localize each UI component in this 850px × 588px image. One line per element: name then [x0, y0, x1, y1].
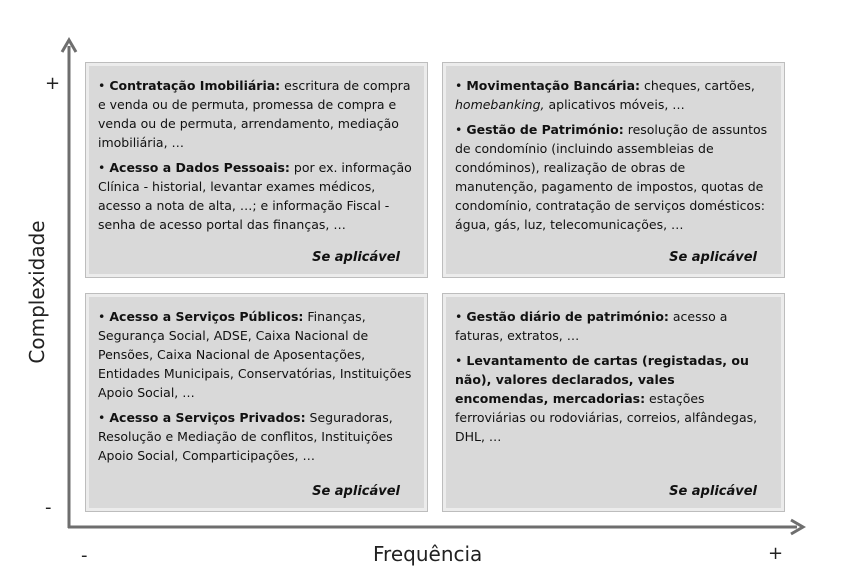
item-title: Gestão de Património: — [466, 122, 624, 137]
list-item: • Acesso a Serviços Públicos: Finanças, Segurança Social, ADSE, Caixa Nacional de Pensões, Caixa Nacional de Aposentações, Entidades Municipais, Conservatórias, Instituições Apoio Social, … — [98, 309, 412, 400]
item-title: Contratação Imobiliária: — [109, 78, 281, 93]
x-axis-high-sign: + — [768, 543, 784, 564]
x-axis-low-sign: - — [81, 545, 88, 566]
item-title: Acesso a Dados Pessoais: — [109, 160, 290, 175]
list-item: • Acesso a Dados Pessoais: por ex. informação Clínica - historial, levantar exames médicos, acesso a nota de alta, …; e informação Fiscal - senha de acesso portal das finanças, … — [98, 160, 412, 232]
if-applicable-label: Se aplicável — [312, 250, 400, 265]
item-italic-text: homebanking, — [455, 97, 545, 112]
list-item: • Gestão de Património: resolução de assuntos de condomínio (incluindo assembleias de condóminos), realização de obras de manutenção, pagamento de impostos, quotas de condomínio, contratação de serviços domésticos: água, gás, luz, telecomunicações, … — [455, 122, 768, 232]
list-item: • Acesso a Serviços Privados: Seguradoras, Resolução e Mediação de conflitos, Instituições Apoio Social, Comparticipações, … — [98, 410, 393, 463]
item-title: Movimentação Bancária: — [466, 78, 641, 93]
item-text: Finanças, Segurança Social, ADSE, Caixa Nacional de Pensões, Caixa Nacional de Aposentações, Entidades Municipais, Conservatórias, Instituições Apoio Social, … — [98, 309, 412, 400]
item-title: Acesso a Serviços Públicos: — [109, 309, 304, 324]
quadrant-bottom-right — [443, 294, 784, 511]
y-axis-label: Complexidade — [25, 220, 49, 364]
item-text: estações ferroviárias ou rodoviárias, correios, alfândegas, DHL, … — [455, 391, 758, 444]
list-item: • Levantamento de cartas (registadas, ou não), valores declarados, vales encomendas, mercadorias: estações ferroviárias ou rodoviárias, correios, alfândegas, DHL, … — [455, 353, 758, 444]
if-applicable-label: Se aplicável — [669, 484, 757, 499]
item-text-continued: aplicativos móveis, … — [544, 97, 685, 112]
item-title: Gestão diário de património: — [466, 309, 669, 324]
item-text: resolução de assuntos de condomínio (incluindo assembleias de condóminos), realização de obras de manutenção, pagamento de impostos, quotas de condomínio, contratação de serviços domésticos: água, gás, luz, telecomunicações, … — [455, 122, 768, 232]
if-applicable-label: Se aplicável — [312, 484, 400, 499]
item-text: por ex. informação Clínica - historial, levantar exames médicos, acesso a nota de alta, …; e informação Fiscal - senha de acesso portal das finanças, … — [98, 160, 412, 232]
item-text: escritura de compra e venda ou de permuta, promessa de compra e venda ou de permuta, arrendamento, mediação imobiliária, … — [98, 78, 411, 150]
item-text: Seguradoras, Resolução e Mediação de conflitos, Instituições Apoio Social, Comparticipações, … — [98, 410, 393, 463]
item-text: acesso a faturas, extratos, … — [455, 309, 728, 343]
item-title: Levantamento de cartas (registadas, ou não), valores declarados, vales encomendas, mercadorias: — [455, 353, 749, 406]
if-applicable-label: Se aplicável — [669, 250, 757, 265]
y-axis-high-sign: + — [45, 73, 61, 94]
list-item: • Contratação Imobiliária: escritura de compra e venda ou de permuta, promessa de compra e venda ou de permuta, arrendamento, mediação imobiliária, … — [98, 78, 411, 150]
item-title: Acesso a Serviços Privados: — [109, 410, 306, 425]
list-item: • Movimentação Bancária: cheques, cartões, homebanking, aplicativos móveis, … — [455, 78, 755, 112]
y-axis-low-sign: - — [45, 497, 52, 518]
item-text: cheques, cartões, — [640, 78, 755, 93]
x-axis-label: Frequência — [373, 542, 483, 566]
list-item: • Gestão diário de património: acesso a faturas, extratos, … — [455, 309, 728, 343]
quadrant-top-left — [86, 63, 427, 277]
quadrant-top-right — [443, 63, 784, 277]
quadrant-bottom-left — [86, 294, 427, 511]
